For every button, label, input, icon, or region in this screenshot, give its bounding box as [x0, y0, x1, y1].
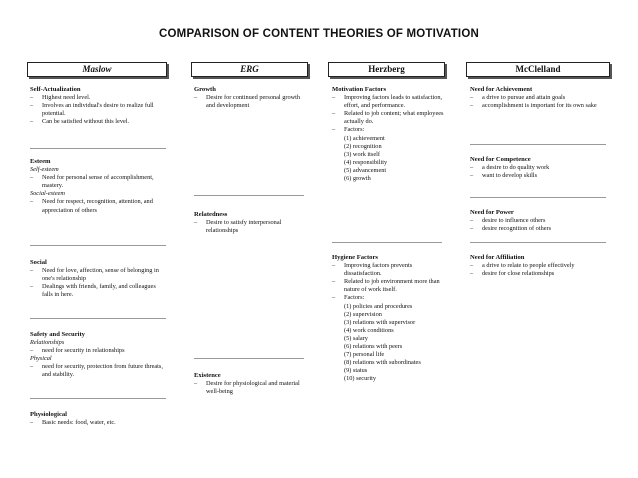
divider	[470, 242, 606, 243]
item-list	[30, 198, 168, 214]
divider	[470, 197, 606, 198]
subheading: Self-esteem	[30, 166, 59, 174]
item-list	[470, 94, 608, 110]
relatedness-section	[194, 211, 306, 235]
growth-section	[194, 86, 306, 110]
item-list	[30, 347, 168, 355]
item-list	[332, 262, 444, 302]
list-item: – Highest need level.	[30, 94, 168, 102]
section-heading: Esteem	[30, 158, 51, 165]
list-item: – Factors:	[332, 126, 444, 134]
list-item: – Need for love, affection, sense of belonging in one's relationship	[30, 267, 168, 283]
competence-section	[470, 156, 608, 180]
factor-item: (7) personal life	[344, 351, 385, 359]
achievement-section	[470, 86, 608, 110]
section-heading: Growth	[194, 86, 216, 93]
factor-item: (1) policies and procedures	[344, 302, 413, 310]
list-item: – desire recognition of others	[470, 225, 608, 233]
item-list	[470, 164, 608, 180]
list-item: – Factors:	[332, 294, 444, 302]
motivation-factors-section	[332, 86, 444, 183]
list-item: – a drive to pursue and attain goals	[470, 94, 608, 102]
herzberg-header: Herzberg	[328, 62, 445, 77]
divider	[30, 398, 166, 399]
list-item: – Involves an individual's desire to realize full potential.	[30, 102, 168, 118]
divider	[30, 245, 166, 246]
item-list	[470, 262, 608, 278]
list-item: – Desire for physiological and material well-being	[194, 380, 306, 396]
list-item: – need for security, protection from future threats, and stability.	[30, 363, 168, 379]
item-list	[30, 94, 168, 126]
list-item: – accomplishment is important for its own sake	[470, 102, 608, 110]
list-item: – a desire to do quality work	[470, 164, 608, 172]
section-heading: Relatedness	[194, 211, 228, 218]
item-list	[194, 94, 306, 110]
list-item: – Desire to satisfy interpersonal relationships	[194, 219, 306, 235]
factor-item: (10) security	[344, 375, 376, 383]
factor-item: (2) recognition	[344, 142, 382, 150]
section-heading: Hygiene Factors	[332, 254, 378, 261]
subheading: Physical	[30, 355, 52, 363]
divider	[194, 195, 304, 196]
maslow-header: Maslow	[27, 62, 167, 77]
section-heading: Need for Competence	[470, 156, 531, 163]
section-heading: Physiological	[30, 411, 67, 418]
list-item: – Need for personal sense of accomplishment, mastery.	[30, 174, 168, 190]
section-heading: Social	[30, 259, 47, 266]
item-list	[194, 380, 306, 396]
list-item: – desire to influence others	[470, 217, 608, 225]
divider	[30, 318, 166, 319]
factor-item: (4) work conditions	[344, 326, 394, 334]
list-item: – Related to job content; what employees actually do.	[332, 110, 444, 126]
factor-item: (1) achievement	[344, 134, 385, 142]
section-heading: Need for Power	[470, 209, 514, 216]
section-heading: Need for Affiliation	[470, 254, 525, 261]
subheading: Social-esteem	[30, 190, 65, 198]
affiliation-section	[470, 254, 608, 278]
factor-item: (4) responsibility	[344, 158, 388, 166]
list-item: – Can be satisfied without this level.	[30, 118, 168, 126]
physiological-section	[30, 411, 168, 427]
section-heading: Self-Actualization	[30, 86, 81, 93]
list-item: – Dealings with friends, family, and colleagues falls in here.	[30, 283, 168, 299]
page-title: COMPARISON OF CONTENT THEORIES OF MOTIVATION	[159, 28, 479, 40]
self-actualization-section	[30, 86, 168, 126]
safety-section	[30, 331, 168, 380]
list-item: – Need for respect, recognition, attention, and appreciation of others	[30, 198, 168, 214]
list-item: – Desire for continued personal growth and development	[194, 94, 306, 110]
section-heading: Need for Achievement	[470, 86, 533, 93]
divider	[470, 144, 606, 145]
factor-item: (3) relations with supervisor	[344, 318, 416, 326]
factor-item: (6) growth	[344, 175, 371, 183]
divider	[332, 242, 442, 243]
list-item: – Basic needs: food, water, etc.	[30, 419, 168, 427]
item-list	[30, 363, 168, 379]
item-list	[30, 419, 168, 427]
mcclelland-header: McClelland	[466, 62, 610, 77]
section-heading: Safety and Security	[30, 331, 85, 338]
divider	[30, 148, 166, 149]
item-list	[194, 219, 306, 235]
divider	[194, 358, 304, 359]
factor-item: (9) status	[344, 367, 368, 375]
item-list	[30, 267, 168, 299]
section-heading: Existence	[194, 372, 221, 379]
hygiene-factors-section	[332, 254, 444, 384]
power-section	[470, 209, 608, 233]
factor-item: (6) relations with peers	[344, 343, 403, 351]
list-item: – Improving factors prevents dissatisfaction.	[332, 262, 444, 278]
factor-item: (2) supervision	[344, 310, 382, 318]
social-section	[30, 259, 168, 299]
erg-header: ERG	[191, 62, 308, 77]
item-list	[332, 94, 444, 134]
esteem-section	[30, 158, 168, 215]
list-item: – need for security in relationships	[30, 347, 168, 355]
existence-section	[194, 372, 306, 396]
list-item: – desire for close relationships	[470, 270, 608, 278]
subheading: Relationships	[30, 339, 65, 347]
factor-item: (3) work itself	[344, 150, 381, 158]
list-item: – Improving factors leads to satisfaction, effort, and performance.	[332, 94, 444, 110]
list-item: – want to develop skills	[470, 172, 608, 180]
item-list	[470, 217, 608, 233]
list-item: – Related to job environment more than nature of work itself.	[332, 278, 444, 294]
list-item: – a drive to relate to people effectively	[470, 262, 608, 270]
item-list	[30, 174, 168, 190]
section-heading: Motivation Factors	[332, 86, 387, 93]
factor-item: (5) advancement	[344, 166, 387, 174]
factor-item: (5) salary	[344, 334, 368, 342]
factor-item: (8) relations with subordinates	[344, 359, 421, 367]
